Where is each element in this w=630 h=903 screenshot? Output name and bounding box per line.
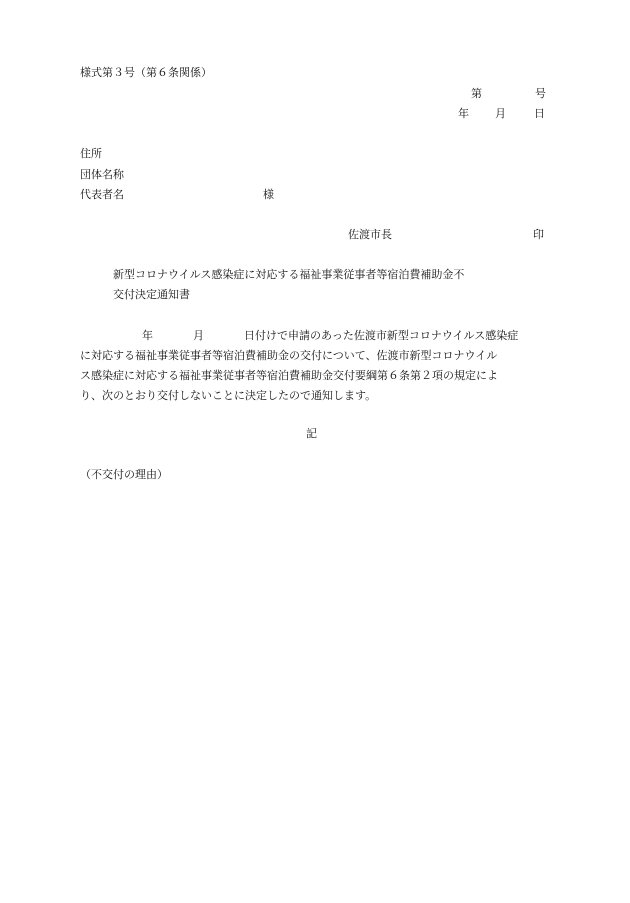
date-day-label: 日 [534, 107, 545, 120]
address-label: 住所 [80, 147, 102, 160]
body-line-1-text: 日付けで申請のあった佐渡市新型コロナウイルス感染症 [244, 329, 519, 342]
honorific: 様 [263, 188, 274, 201]
body-month-label: 月 [193, 329, 204, 342]
document-number-suffix: 号 [535, 87, 546, 100]
body-paragraph [80, 326, 550, 406]
body-year-label: 年 [142, 329, 153, 342]
ki-heading: 記 [306, 427, 317, 440]
document-number-prefix: 第 [471, 87, 482, 100]
non-grant-reason-label: （不交付の理由） [80, 468, 168, 481]
body-line-1 [80, 326, 550, 346]
document-title-line-1: 新型コロナウイルス感染症に対応する福祉事業従事者等宿泊費補助金不 [113, 268, 465, 281]
organization-label: 団体名称 [80, 168, 124, 181]
representative-label: 代表者名 [80, 188, 124, 201]
seal-mark: 印 [533, 228, 544, 241]
body-line-3: ス感染症に対応する福祉事業従事者等宿泊費補助金交付要綱第６条第２項の規定によ [80, 369, 498, 382]
date-month-label: 月 [495, 107, 506, 120]
form-number: 様式第３号（第６条関係） [80, 66, 212, 79]
body-line-4: り、次のとおり交付しないことに決定したので通知します。 [80, 389, 377, 402]
body-line-2: に対応する福祉事業従事者等宿泊費補助金の交付について、佐渡市新型コロナウイル [80, 349, 498, 362]
sender-name: 佐渡市長 [348, 228, 392, 241]
date-year-label: 年 [458, 107, 469, 120]
document-title-line-2: 交付決定通知書 [113, 288, 190, 301]
